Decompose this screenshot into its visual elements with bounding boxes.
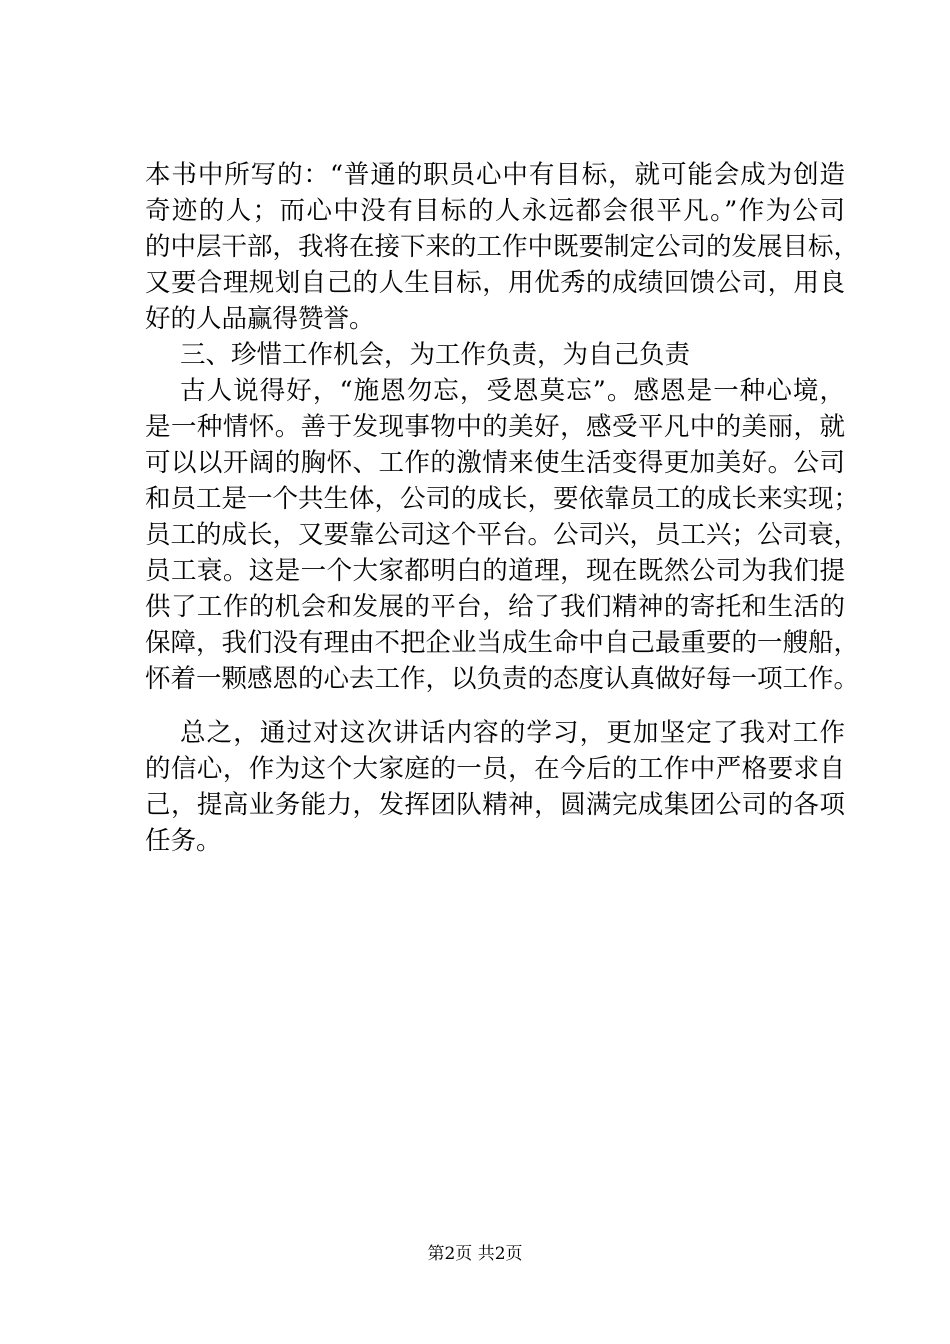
text-line: 总之，通过对这次讲话内容的学习，更加坚定了我对工作 (180, 718, 845, 748)
text-line: 本书中所写的：“普通的职员心中有目标，就可能会成为创造 (145, 160, 845, 190)
text-line: 员工衰。这是一个大家都明白的道理，现在既然公司为我们提 (145, 556, 845, 586)
page-number: 第2页 共2页 (427, 1244, 523, 1264)
text-line: 是一种情怀。善于发现事物中的美好，感受平凡中的美丽，就 (145, 412, 845, 442)
text-line: 保障，我们没有理由不把企业当成生命中自己最重要的一艘船， (145, 628, 860, 658)
text-line: 任务。 (145, 826, 222, 856)
text-line: 古人说得好，“施恩勿忘，受恩莫忘”。感恩是一种心境， (180, 376, 845, 406)
text-line: 奇迹的人；而心中没有目标的人永远都会很平凡。”作为公司 (145, 196, 845, 226)
text-line: 己，提高业务能力，发挥团队精神，圆满完成集团公司的各项 (145, 790, 845, 820)
text-line: 供了工作的机会和发展的平台，给了我们精神的寄托和生活的 (145, 592, 845, 622)
text-line: 又要合理规划自己的人生目标，用优秀的成绩回馈公司，用良 (145, 268, 845, 298)
text-line: 的中层干部，我将在接下来的工作中既要制定公司的发展目标， (145, 232, 860, 262)
text-line: 的信心，作为这个大家庭的一员，在今后的工作中严格要求自 (145, 754, 845, 784)
text-line: 员工的成长，又要靠公司这个平台。公司兴，员工兴；公司衰， (145, 520, 860, 550)
text-line: 怀着一颗感恩的心去工作，以负责的态度认真做好每一项工作。 (145, 664, 860, 694)
text-line: 好的人品赢得赞誉。 (145, 304, 375, 334)
text-line: 可以以开阔的胸怀、工作的激情来使生活变得更加美好。公司 (145, 448, 845, 478)
section-heading: 三、珍惜工作机会，为工作负责，为自己负责 (180, 340, 691, 370)
text-line: 和员工是一个共生体，公司的成长，要依靠员工的成长来实现； (145, 484, 860, 514)
